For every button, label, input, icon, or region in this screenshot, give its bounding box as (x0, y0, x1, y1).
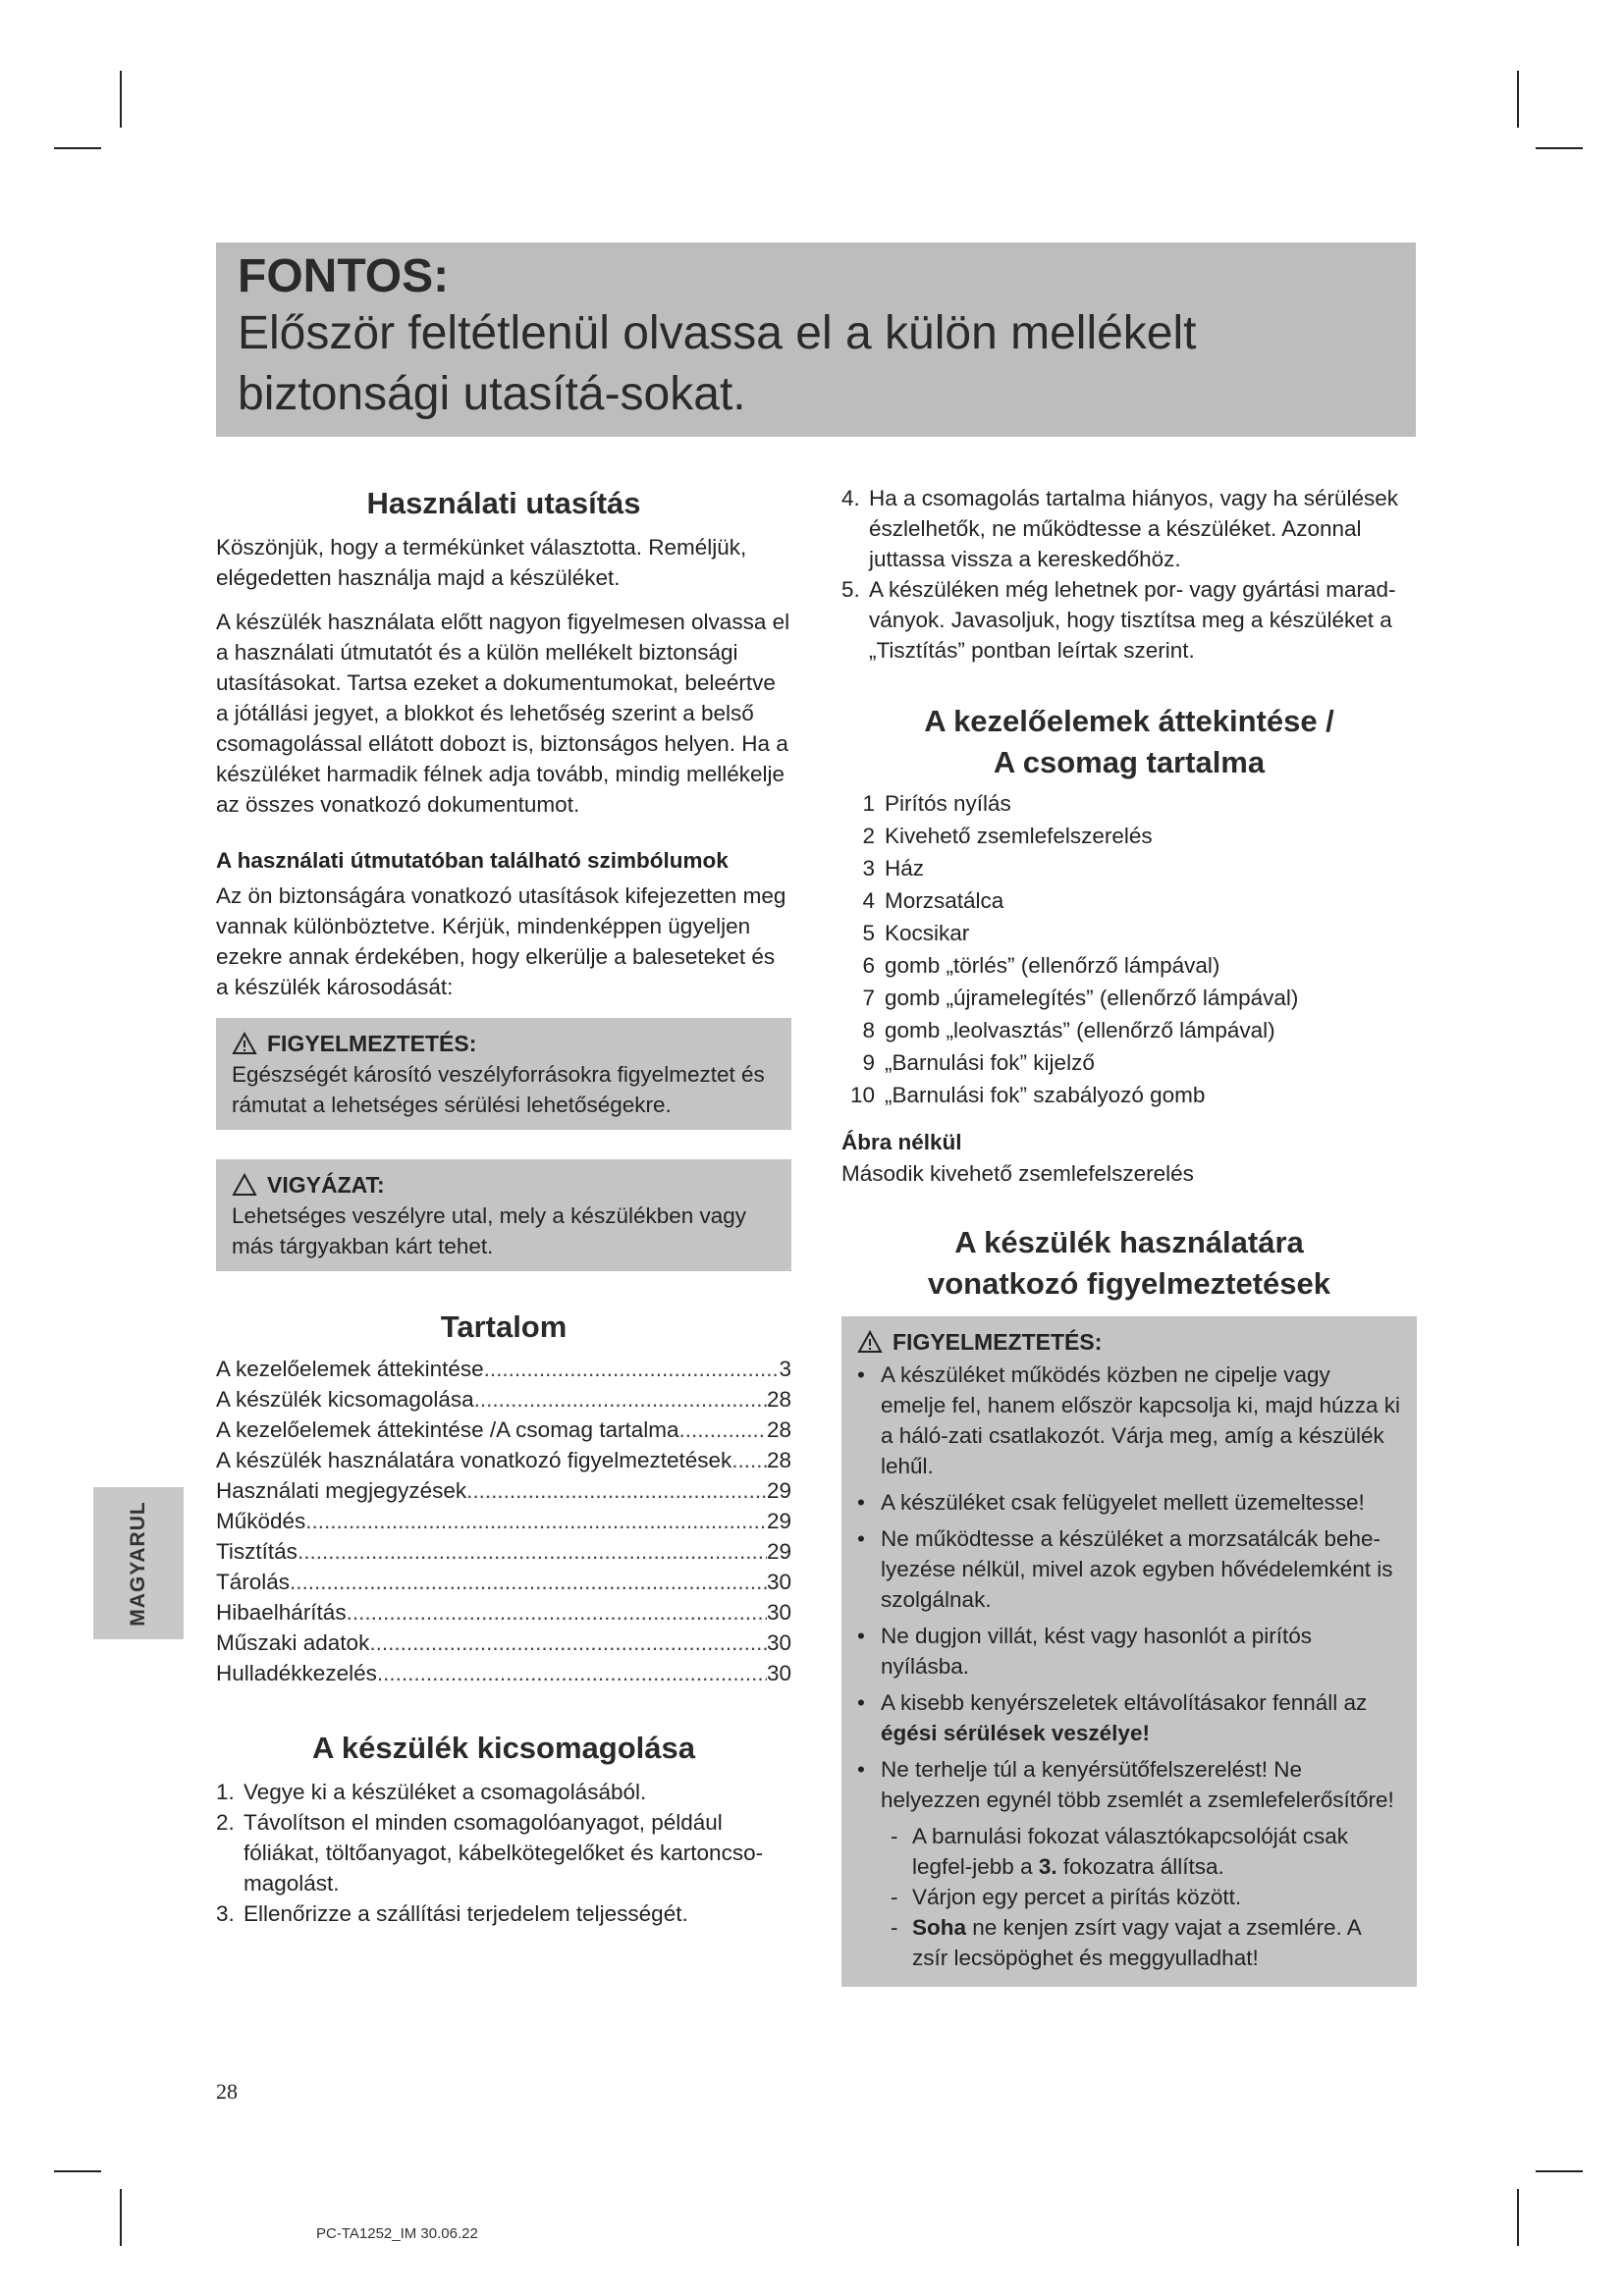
crop-mark (54, 2170, 101, 2172)
step-text: Vegye ki a készüléket a csomagolásából. (244, 1780, 647, 1804)
toc-leader (305, 1506, 767, 1536)
part-label: gomb „törlés” (ellenőrző lámpával) (885, 953, 1220, 978)
bullet-icon: • (857, 1526, 865, 1551)
toc-page: 3 (779, 1357, 791, 1381)
toc-row (216, 1354, 791, 1384)
dash-text: Várjon egy percet a pirítás között. (912, 1885, 1242, 1909)
banner-text: Először feltétlenül olvassa el a külön mellékelt biztonsági utasítá-sokat. (238, 307, 1197, 420)
toc-page: 28 (766, 1448, 791, 1472)
toc-label: Hulladékkezelés (216, 1661, 377, 1685)
banner-heading: FONTOS: (238, 250, 450, 302)
language-label: MAGYARUL (127, 1500, 149, 1627)
usage-warning-list (857, 1360, 1401, 1682)
toc-leader (466, 1475, 767, 1506)
section-title-usage-2: vonatkozó figyelmeztetések (927, 1266, 1331, 1301)
bullet-text: A készüléket csak felügyelet mellett üzemeltesse! (881, 1490, 1365, 1515)
no-figure-label: Ábra nélkül (841, 1130, 962, 1154)
warning-title: FIGYELMEZTETÉS: (267, 1031, 477, 1056)
right-column (841, 479, 1417, 1987)
warning-text: Egészségét károsító veszélyforrásokra figyelmeztet és rámutat a lehetséges sérülési lehetőségekre. (232, 1062, 765, 1117)
toc-leader (679, 1415, 767, 1445)
usage-warning-title-row (857, 1326, 1401, 1358)
toc-page: 30 (766, 1630, 791, 1655)
step-number: 4. (841, 486, 860, 510)
part-number: 7 (862, 986, 875, 1010)
part-item (841, 787, 1417, 820)
part-item (841, 1079, 1417, 1111)
list-item (841, 574, 1417, 666)
symbols-text: Az ön biztonságára vonatkozó utasítások kifejezetten meg vannak különböztetve. Kérjük, mindenképpen ügyeljen ezekre annak érdekében, hogy elkerülje a baleseteket és a készülék károsodását: (216, 883, 786, 999)
part-label: gomb „leolvasztás” (ellenőrző lámpával) (885, 1018, 1275, 1042)
dash-text: fokozatra állítsa. (1062, 1854, 1224, 1879)
part-number: 1 (862, 791, 875, 816)
toc-row (216, 1628, 791, 1658)
toc-row (216, 1384, 791, 1415)
toc-leader (474, 1384, 767, 1415)
toc-label: Hibaelhárítás (216, 1600, 347, 1625)
crop-mark (1536, 147, 1583, 149)
important-banner (216, 242, 1416, 437)
part-label: Ház (885, 856, 925, 881)
no-figure-text: Második kivehető zsemlefelszerelés (841, 1161, 1194, 1186)
toc-row (216, 1536, 791, 1567)
list-item: • Ne terhelje túl a kenyérsütőfelszerelést! Ne helyezzen egynél több zsemlét a zsemlefelerősítőre! (857, 1754, 1401, 1815)
list-item (216, 1898, 791, 1929)
dash-item: - Soha ne kenjen zsírt vagy vajat a zsemlére. A zsír lecsöpöghet és meggyulladhat! (891, 1915, 1361, 1970)
toc-label: Tisztítás (216, 1539, 298, 1564)
step-number: 3. (216, 1901, 235, 1926)
part-item (841, 917, 1417, 949)
list-item: • A kisebb kenyérszeletek eltávolításakor fennáll az égési sérülések veszélye! (857, 1690, 1368, 1745)
toc-leader (298, 1536, 767, 1567)
dash-emphasis: Soha (912, 1915, 967, 1940)
left-column (216, 479, 791, 1929)
caution-box (216, 1159, 791, 1271)
part-number: 3 (862, 856, 875, 881)
list-item (857, 1621, 1401, 1682)
part-label: Kivehető zsemlefelszerelés (885, 824, 1153, 848)
bullet-text: A kisebb kenyérszeletek eltávolításakor fennáll az (881, 1690, 1368, 1715)
part-number: 6 (862, 953, 875, 978)
list-item (857, 1360, 1401, 1481)
caution-title-row (232, 1169, 776, 1201)
caution-text: Lehetséges veszélyre utal, mely a készülékben vagy más tárgyakban kárt tehet. (232, 1203, 747, 1258)
bullet-text: Ne terhelje túl a kenyérsütőfelszerelést! Ne helyezzen egynél több zsemlét a zsemlefelerősítőre! (881, 1757, 1394, 1812)
list-item (857, 1487, 1401, 1518)
crop-mark (120, 2189, 122, 2246)
part-number: 5 (862, 921, 875, 945)
dash-text: A barnulási fokozat választókapcsolóját csak legfel-jebb a (912, 1824, 1348, 1879)
table-of-contents (216, 1354, 791, 1688)
warning-triangle-icon (232, 1032, 257, 1055)
warning-triangle-icon (857, 1330, 883, 1354)
bullet-icon: • (857, 1624, 865, 1648)
toc-leader (731, 1445, 767, 1475)
part-label: gomb „újramelegítés” (ellenőrző lámpával) (885, 986, 1299, 1010)
warning-box (216, 1018, 791, 1130)
toc-page: 29 (766, 1539, 791, 1564)
toc-label: A kezelőelemek áttekintése (216, 1357, 484, 1381)
page-number: 28 (216, 2079, 238, 2104)
language-side-tab (93, 1487, 184, 1639)
toc-page: 28 (766, 1417, 791, 1442)
unpacking-steps (216, 1777, 791, 1929)
part-number: 4 (862, 888, 875, 913)
toc-row (216, 1597, 791, 1628)
crop-mark (54, 147, 101, 149)
caution-title: VIGYÁZAT: (267, 1172, 385, 1198)
toc-row (216, 1415, 791, 1445)
part-item (841, 1046, 1417, 1079)
step-number: 5. (841, 577, 860, 602)
usage-warning-list-extra (857, 1687, 1401, 1815)
toc-label: A kezelőelemek áttekintése /A csomag tartalma (216, 1417, 679, 1442)
crop-mark (1517, 71, 1519, 128)
part-number: 2 (862, 824, 875, 848)
toc-page: 30 (766, 1570, 791, 1594)
toc-row (216, 1445, 791, 1475)
dash-list (857, 1821, 1401, 1973)
part-number: 8 (862, 1018, 875, 1042)
bullet-text: Ne dugjon villát, kést vagy hasonlót a pirítós nyílásba. (881, 1624, 1312, 1679)
toc-leader (369, 1628, 767, 1658)
dash-item: - Várjon egy percet a pirítás között. (891, 1882, 1401, 1912)
section-title-instructions: Használati utasítás (366, 486, 641, 520)
list-item (216, 1777, 791, 1807)
part-label: Kocsikar (885, 921, 970, 945)
footer-code: PC-TA1252_IM 30.06.22 (316, 2225, 478, 2242)
step-text: Távolítson el minden csomagolóanyagot, például fóliákat, töltőanyagot, kábelkötegelőket és kartoncso-magolást. (244, 1810, 764, 1896)
part-number: 9 (862, 1050, 875, 1075)
part-item (841, 1014, 1417, 1046)
toc-leader (377, 1658, 767, 1688)
list-item (857, 1523, 1401, 1615)
step-text: Ellenőrizze a szállítási terjedelem teljességét. (244, 1901, 688, 1926)
crop-mark (1536, 2170, 1583, 2172)
toc-label: A készülék használatára vonatkozó figyelmeztetések (216, 1448, 732, 1472)
usage-warning-title: FIGYELMEZTETÉS: (893, 1329, 1103, 1355)
parts-list (841, 787, 1417, 1111)
bullet-text: Ne működtesse a készüléket a morzsatálcák behe-lyezése nélkül, mivel azok egyben hővédelemként is szolgálnak. (881, 1526, 1393, 1612)
toc-label: Műszaki adatok (216, 1630, 370, 1655)
toc-label: A készülék kicsomagolása (216, 1387, 474, 1412)
toc-page: 29 (766, 1509, 791, 1533)
crop-mark (1517, 2189, 1519, 2246)
toc-leader (347, 1597, 767, 1628)
step-text: A készüléken még lehetnek por- vagy gyártási marad-ványok. Javasoljuk, hogy tisztítsa meg a készüléket a „Tisztítás” pontban leírtak szerint. (869, 577, 1396, 663)
dash-text: ne kenjen zsírt vagy vajat a zsemlére. A zsír lecsöpöghet és meggyulladhat! (912, 1915, 1361, 1970)
toc-leader (484, 1354, 780, 1384)
toc-row (216, 1506, 791, 1536)
caution-triangle-icon (232, 1173, 257, 1197)
part-label: „Barnulási fok” kijelző (885, 1050, 1095, 1075)
unpacking-steps-continued (841, 483, 1417, 666)
toc-label: Tárolás (216, 1570, 291, 1594)
toc-row (216, 1475, 791, 1506)
bullet-text: A készüléket működés közben ne cipelje vagy emelje fel, hanem először kapcsolja ki, majd húzza ki a háló-zati csatlakozót. Várja meg, amíg a készülék lehűl. (881, 1362, 1400, 1478)
toc-label: Használati megjegyzések (216, 1478, 467, 1503)
part-label: „Barnulási fok” szabályozó gomb (885, 1083, 1206, 1107)
toc-page: 30 (766, 1600, 791, 1625)
list-item (216, 1807, 791, 1898)
toc-page: 29 (766, 1478, 791, 1503)
toc-row (216, 1658, 791, 1688)
bullet-emphasis: égési sérülések veszélye! (881, 1721, 1150, 1745)
toc-label: Működés (216, 1509, 306, 1533)
part-label: Morzsatálca (885, 888, 1004, 913)
bullet-icon: • (857, 1490, 865, 1515)
part-label: Pirítós nyílás (885, 791, 1011, 816)
intro-paragraph-2: A készülék használata előtt nagyon figyelmesen olvassa el a használati útmutatót és a külön mellékelt biztonsági utasításokat. Tartsa ezeket a dokumentumokat, beleértve a jótállási jegyet, a blokkot és lehetőség szerint a belső csomagolással ellátott dobozt is, biztonságos helyen. Ha a készüléket harmadik félnek adja tovább, mindig mellékelje az összes vonatkozó dokumentumot. (216, 610, 790, 817)
section-title-overview-1: A kezelőelemek áttekintése / (924, 704, 1334, 738)
usage-warning-box (841, 1316, 1417, 1987)
bullet-icon: • (857, 1362, 865, 1387)
dash-item: - A barnulási fokozat választókapcsolóját csak legfel-jebb a 3. fokozatra állítsa. (891, 1824, 1348, 1879)
toc-row (216, 1567, 791, 1597)
part-number: 10 (849, 1083, 875, 1107)
toc-page: 30 (766, 1661, 791, 1685)
part-item (841, 852, 1417, 884)
part-item (841, 982, 1417, 1014)
section-title-usage-1: A készülék használatára (954, 1225, 1304, 1259)
section-title-overview-2: A csomag tartalma (993, 745, 1266, 779)
section-title-contents: Tartalom (440, 1309, 568, 1344)
part-item (841, 820, 1417, 852)
step-number: 1. (216, 1780, 235, 1804)
warning-title-row (232, 1028, 776, 1059)
crop-mark (120, 71, 122, 128)
toc-page: 28 (766, 1387, 791, 1412)
intro-paragraph-1: Köszönjük, hogy a termékünket választotta. Reméljük, elégedetten használja majd a készüléket. (216, 535, 747, 590)
step-number: 2. (216, 1810, 235, 1835)
part-item (841, 949, 1417, 982)
section-title-unpacking: A készülék kicsomagolása (312, 1731, 695, 1765)
step-text: Ha a csomagolás tartalma hiányos, vagy ha sérülések észlelhetők, ne működtesse a készüléket. Azonnal juttassa vissza a kereskedőhöz. (869, 486, 1399, 571)
dash-emphasis: 3. (1038, 1854, 1057, 1879)
part-item (841, 884, 1417, 917)
list-item (841, 483, 1417, 574)
toc-leader (290, 1567, 767, 1597)
symbols-heading: A használati útmutatóban található szimbólumok (216, 848, 729, 873)
